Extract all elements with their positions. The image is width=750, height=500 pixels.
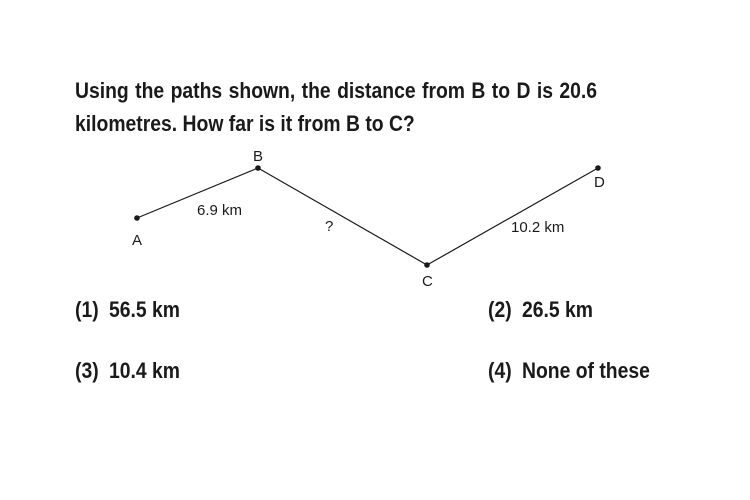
point-c-label: C bbox=[422, 273, 433, 290]
option-1-number: (1) bbox=[75, 297, 99, 322]
point-b-label: B bbox=[253, 148, 264, 165]
option-3-text: 10.4 km bbox=[108, 358, 180, 383]
point-d-dot bbox=[595, 165, 601, 171]
option-4-text: None of these bbox=[521, 358, 650, 383]
question-line-1: Using the paths shown, the distance from B to D is 20.6 bbox=[75, 78, 598, 103]
option-4-number: (4) bbox=[488, 358, 512, 383]
answer-option-2[interactable] bbox=[488, 297, 593, 323]
segment-bc bbox=[258, 168, 427, 265]
option-2-number: (2) bbox=[488, 297, 512, 322]
answer-option-4[interactable] bbox=[488, 358, 650, 384]
segment-cd-label: 10.2 km bbox=[511, 219, 565, 236]
point-a-dot bbox=[134, 215, 140, 221]
segment-cd bbox=[427, 168, 598, 265]
option-2-text: 26.5 km bbox=[521, 297, 593, 322]
segment-ab-label: 6.9 km bbox=[197, 202, 243, 219]
point-c-dot bbox=[424, 262, 430, 268]
point-b-dot bbox=[255, 165, 261, 171]
answer-option-1[interactable] bbox=[75, 297, 180, 323]
option-3-number: (3) bbox=[75, 358, 99, 383]
point-d-label: D bbox=[594, 174, 605, 191]
segment-bc-label: ? bbox=[325, 218, 334, 235]
point-a-label: A bbox=[132, 232, 143, 249]
answer-option-3[interactable] bbox=[75, 358, 180, 384]
question-line-2: kilometres. How far is it from B to C? bbox=[75, 111, 415, 136]
option-1-text: 56.5 km bbox=[108, 297, 180, 322]
